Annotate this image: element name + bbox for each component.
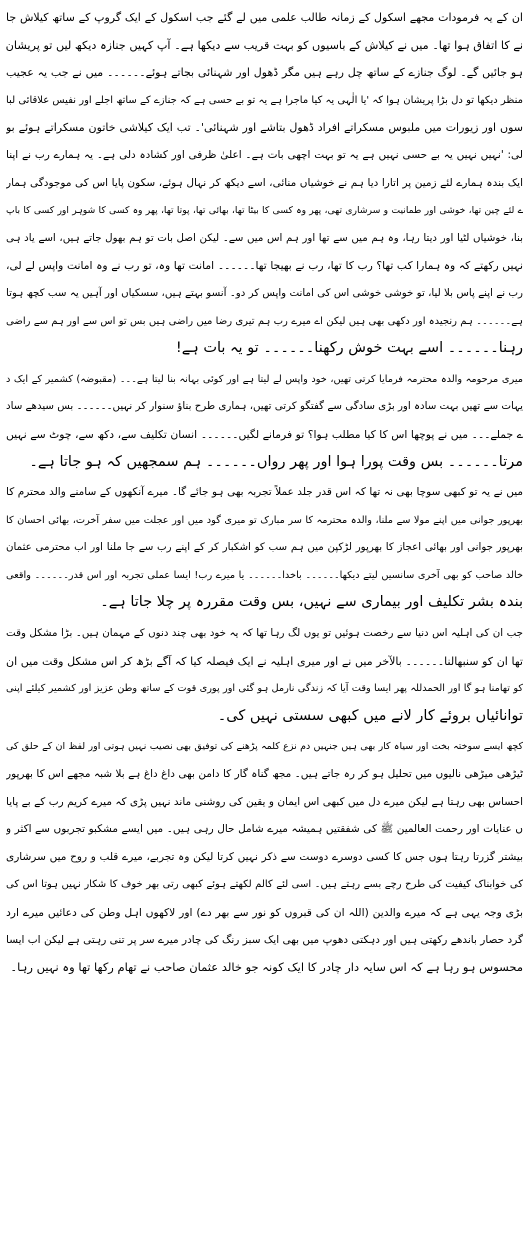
text-line: نہیں رکھتے کہ وہ ہمارا کب تھا؟ رب کا تھا، رب نے بھیجا تھا۔۔۔۔۔۔ امانت تھا وہ، تو رب نے وہ امانت واپس لے لی،: [6, 259, 523, 273]
text-line: ہو جائیں گے۔ لوگ جنازے کے ساتھ چل رہے ہیں مگر ڈھول اور شہنائی بجاتے ہوئے۔۔۔۔۔۔ میں نے جب یہ عجیب: [6, 66, 523, 80]
text-line: گرد حصار باندھے رکھتی ہیں اور دہکتی دھوپ میں بھی ایک سبز رنگ کی چادر میرے سر پر تنی رہتی ہے لیکن اب ایسا: [6, 933, 523, 946]
text-line: ہے۔۔۔۔۔۔ ہم رنجیدہ اور دکھی بھی ہیں لیکن اے میرے رب ہم تیری رضا میں راضی ہیں بس تو اس سے اور ہم سے راضی: [6, 315, 523, 327]
text-line: نے کا اتفاق ہوا تھا۔ میں نے کیلاش کے باسیوں کو بہت قریب سے دیکھا ہے۔ آپ کہیں جنازہ دیکھ لیں تو پریشان: [6, 38, 523, 52]
text-line: لی: 'نہیں نہیں یہ بے حسی نہیں ہے یہ تو بہت اچھی بات ہے۔ اعلیٰ ظرفی اور کشادہ دلی ہے۔ یہ ہمارے رب نے اپنا: [6, 148, 523, 161]
paragraph: [6, 366, 523, 476]
text-line: ٹیڑھی میڑھی نالیوں میں تحلیل ہو کر رہ جاتے ہیں۔ مجھ گناہ گار کا دامن بھی داغ داغ ہے بلا شبہ مجھے اس کا بھرپور: [6, 768, 523, 781]
paragraph: [6, 479, 523, 617]
text-line: میری مرحومہ والدہ محترمہ فرمایا کرتی تھیں، خود واپس لے لیتا ہے اور کوئی بہانہ بنا لیتا ہے۔۔۔ (مقبوضہ) کشمیر کے ایک د: [6, 373, 523, 385]
text-line: احساس بھی رہتا ہے لیکن میرے دل میں کبھی اس ایمان و یقین کی روشنی ماند نہیں پڑی کہ میرے کریم رب کے بے پایا: [6, 795, 523, 808]
text-line: بھرپور جوانی اور بھائی اعجاز کا بھرپور لڑکپن میں ہم سب کو اشکبار کر کے اپنے رب سے جا ملنا اور اب محترمی عثمان: [6, 541, 523, 554]
text-line: بندہ بشر تکلیف اور بیماری سے نہیں، بس وقت مقررہ پر چلا جاتا ہے۔: [100, 594, 523, 611]
text-line: رہنا۔۔۔۔۔۔ اسے بہت خوش رکھنا۔۔۔۔۔۔ تو یہ بات ہے!: [175, 340, 523, 357]
text-line: خالد صاحب کو بھی آخری سانسیں لیتے دیکھا۔۔۔۔۔۔ باخدا۔۔۔۔۔۔ یا میرے رب! ایسا عملی تجربہ اور اس قدر۔۔۔۔۔۔ واقعی: [6, 569, 523, 581]
text-line: جب ان کی اہلیہ اس دنیا سے رخصت ہوئیں تو یوں لگ رہا تھا کہ یہ خود بھی چند دنوں کے مہمان ہیں۔ بڑا مشکل وقت: [6, 627, 523, 640]
text-line: منظر دیکھا تو دل بڑا پریشان ہوا کہ 'یا الٰہی یہ کیا ماجرا ہے یہ تو بے حسی ہے کہ جنازے کے ساتھ اجلے اور نفیس علاقائی لبا: [6, 94, 523, 106]
text-line: ں عنایات اور رحمت العالمین ﷺ کی شفقتیں ہمیشہ میرے شامل حال رہی ہیں۔ میں ایسے مشکبو تجربوں سے اکثر و: [6, 823, 523, 836]
paragraph: [6, 620, 523, 730]
text-line: ان کے یہ فرمودات مجھے اسکول کے زمانہ طالب علمی میں لے گئے جب اسکول کے ایک گروپ کے ساتھ کیلاش جا: [6, 11, 523, 24]
text-line: تھا ان کو سنبھالنا۔۔۔۔۔۔ بالآخر میں نے اور میری اہلیہ نے ایک فیصلہ کیا کہ آگے بڑھ کر اس مشکل وقت میں ان: [6, 654, 523, 668]
text-line: ایک بندہ ہمارے لئے زمین پر اتارا دیا ہم نے خوشیاں منائی، اسے دیکھ کر نہال ہوئے، سکون پایا اس کی موجودگی ہمار: [6, 176, 523, 189]
paragraph: [6, 4, 523, 363]
text-line: بڑی وجہ یہی ہے کہ میرے والدین (اللہ ان کی قبروں کو نور سے بھر دے) اور لاکھوں اہل وطن کی دعائیں میرے ارد: [6, 906, 523, 919]
paragraph: [6, 733, 523, 981]
text-line: میں نے یہ تو کبھی سوچا بھی نہ تھا کہ اس قدر جلد عملاً تجربہ بھی ہو جائے گا۔ میرے آنکھوں کے سامنے والد محترم کا: [6, 486, 523, 499]
text-line: کی خوابناک کیفیت کی طرح رچے بسے رہتے ہیں۔ اسی لئے کالم لکھتے ہوئے کبھی رتی بھر خوف کا شکار نہیں ہوتا اس کی: [6, 879, 523, 891]
text-line: کو تھامنا ہو گا اور الحمدللہ پھر ایسا وقت آیا کہ زندگی نارمل ہو گئی اور پوری قوت کے ساتھ وطن عزیز اور کشمیر کیلئے اپنی: [6, 683, 523, 695]
text-line: مرتا۔۔۔۔۔۔ بس وقت پورا ہوا اور پھر رواں۔۔۔۔۔۔ ہم سمجھیں کہ ہو جاتا ہے۔: [29, 453, 523, 470]
text-line: رب نے اپنے پاس بلا لیا، تو خوشی خوشی اس کی امانت واپس کر دو۔ آنسو بہتے ہیں، سسکیاں اور آہیں یہ سب کچھ ہوتا: [6, 286, 523, 299]
text-line: بیشتر گزرتا رہتا ہوں جس کا کسی دوسرے دوست سے ذکر نہیں کرتا لیکن وہ تجربے، میرے قلب و روح میں سرشاری: [6, 850, 523, 863]
text-line: یہات سے تھیں بہت سادہ اور بڑی سادگی سے گفتگو کرتی تھیں، ہماری طرح بناؤ سنوار کر نہیں۔۔۔۔۔۔ بس سیدھے ساد: [6, 400, 523, 413]
text-line: توانائیاں بروئے کار لانے میں کبھی سستی نہیں کی۔: [217, 707, 523, 724]
text-line: بھرپور جوانی میں اپنے مولا سے ملنا، والدہ محترمہ کا سر مبارک تو میری گود میں اور عجلت میں سفر آخرت، بھائی احسان کا: [6, 514, 523, 526]
text-line: محسوس ہو رہا ہے کہ اس سایہ دار چادر کا ایک کونہ جو خالد عثمان صاحب نے تھام رکھا تھا وہ نہیں رہا۔: [10, 960, 523, 975]
text-line: ے جملے۔۔۔ میں نے پوچھا اس کا کیا مطلب ہوا؟ تو فرمانے لگیں۔۔۔۔۔۔ انسان تکلیف سے، دکھ سے، چوٹ سے نہیں: [6, 427, 523, 441]
text-line: سوں اور زیورات میں ملبوس مسکراتے افراد ڈھول بتاشے اور شہنائی'۔ تب ایک کیلاشی خاتون مسکراتے ہوئے بو: [6, 121, 523, 135]
text-line: کچھ ایسے سوختہ بخت اور سیاہ کار بھی ہیں جنہیں دم نزع کلمہ پڑھنے کی توفیق بھی نصیب نہیں ہوتی اور لفظ ان کے حلق کی: [6, 741, 523, 753]
text-line: بنا، خوشیاں لٹیا اور دیتا رہا، وہ ہم میں سے تھا اور ہم اس میں سے۔ لیکن اصل بات تو ہم بھول جاتے ہیں، اسے یاد ہی: [6, 231, 523, 244]
text-line: ے لئے چین تھا، خوشی اور طمانیت و سرشاری تھی، پھر وہ کسی کا بیٹا تھا، بھائی تھا، پوتا تھا، پھر وہ کسی کا شوہر اور کسی کا باپ: [6, 205, 523, 217]
